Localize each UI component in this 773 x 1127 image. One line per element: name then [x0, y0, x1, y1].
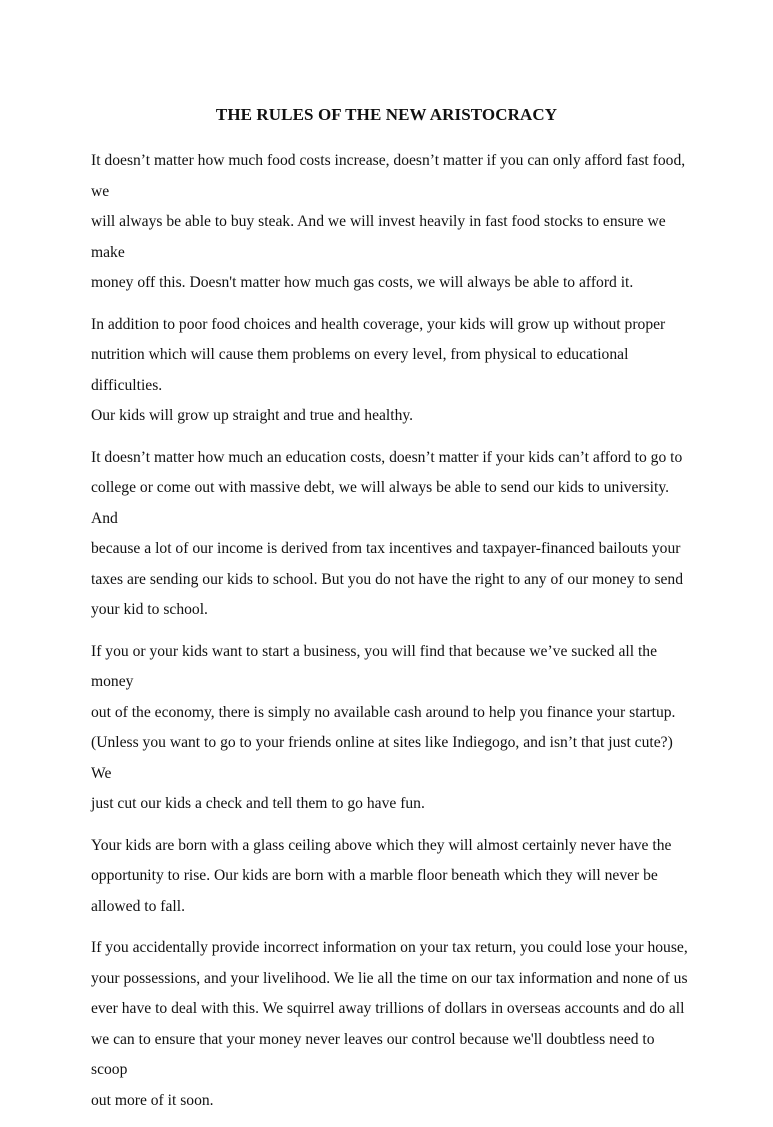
paragraph-nutrition: In addition to poor food choices and health coverage, your kids will grow up without proper nutrition which will cause them problems on every level, from physical to educational difficulties. Our kids will grow up straight and true and healthy.: [91, 315, 666, 424]
paragraph-tax-return: If you accidentally provide incorrect information on your tax return, you could lose your house, your possessions, and your livelihood. We lie all the time on our tax information and none of us ever have to deal with this. We squirrel away trillions of dollars in overseas accounts and do all we can to ensure that your money never leaves our control because we'll doubtless need to scoop out more of it soon.: [91, 939, 688, 1109]
document-body: [91, 146, 691, 1127]
paragraph-glass-ceiling: Your kids are born with a glass ceiling above which they will almost certainly never have the opportunity to rise. Our kids are born with a marble floor beneath which they will never be allowed to fall.: [91, 836, 672, 915]
paragraph-education: It doesn’t matter how much an education costs, doesn’t matter if your kids can’t afford to go to college or come out with massive debt, we will always be able to send our kids to university. And because a lot of our income is derived from tax incentives and taxpayer-financed bailouts your taxes are sending our kids to school. But you do not have the right to any of our money to send your kid to school.: [91, 448, 684, 618]
document-title: THE RULES OF THE NEW ARISTOCRACY: [215, 105, 558, 124]
paragraph-food-costs: It doesn’t matter how much food costs increase, doesn’t matter if you can only afford fast food, we will always be able to buy steak. And we will invest heavily in fast food stocks to ensure we make money off this. Doesn't matter how much gas costs, we will always be able to afford it.: [91, 152, 686, 291]
paragraph-business: If you or your kids want to start a business, you will find that because we’ve sucked all the money out of the economy, there is simply no available cash around to help you finance your startup. (Unless you want to go to your friends online at sites like Indiegogo, and isn’t that just cute?) We just cut our kids a check and tell them to go have fun.: [91, 642, 676, 812]
